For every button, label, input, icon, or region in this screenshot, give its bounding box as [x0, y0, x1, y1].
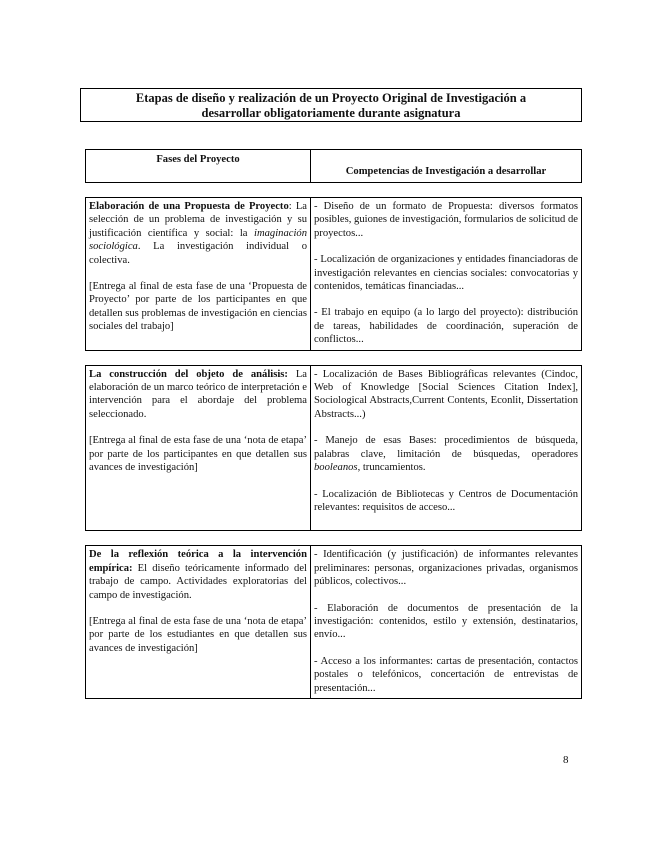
- competencies-cell: [311, 546, 582, 699]
- competency-item: - Elaboración de documentos de presentación de la investigación: contenidos, estilo y extensión, destinatarios, envío...: [314, 602, 578, 641]
- project-phases-table: [85, 149, 582, 699]
- phase-delivery-note: [Entrega al final de esta fase de una ‘nota de etapa’ por parte de los participantes en que detallen sus avances de investigación]: [89, 435, 307, 474]
- phase-description: La construcción del objeto de análisis: La elaboración de un marco teórico de interpretación e intervención para el abordaje del problema seleccionado.: [89, 368, 307, 420]
- competency-item: - Manejo de esas Bases: procedimientos de búsqueda, palabras clave, limitación de búsquedas, operadores booleanos, truncamientos.: [314, 435, 578, 474]
- page-number: 8: [563, 754, 569, 766]
- phase-cell: [86, 198, 311, 351]
- spacer-row: [86, 350, 582, 365]
- table-row: [86, 198, 582, 351]
- competency-item: - Localización de Bibliotecas y Centros de Documentación relevantes: requisitos de acceso...: [314, 488, 578, 513]
- phase-description: Elaboración de una Propuesta de Proyecto: La selección de un problema de investigación y su justificación científica y social: la imaginación sociológica. La investigación individual o colectiva.: [89, 201, 307, 266]
- phase-description: De la reflexión teórica a la intervención empírica: El diseño teóricamente informado del trabajo de campo. Actividades exploratorias del campo de investigación.: [89, 549, 307, 601]
- phase-title: La construcción del objeto de análisis:: [89, 368, 288, 380]
- table-row: [86, 365, 582, 531]
- table-row: [86, 546, 582, 699]
- phase-delivery-note: [Entrega al final de esta fase de una ‘Propuesta de Proyecto’ por parte de los participantes en que detallen sus problemas de investigación en ciencias sociales del trabajo]: [89, 281, 307, 333]
- phase-delivery-note: [Entrega al final de esta fase de una ‘nota de etapa’ por parte de los estudiantes en que detallen sus avances de investigación]: [89, 615, 307, 654]
- phase-title: De la reflexión teórica a la intervención empírica:: [89, 549, 307, 574]
- phase-cell: [86, 365, 311, 531]
- spacer-row: [86, 183, 582, 198]
- header-phases: Fases del Proyecto: [86, 150, 311, 183]
- table-header-row: [86, 150, 582, 183]
- competencies-cell: [311, 198, 582, 351]
- spacer-row: [86, 531, 582, 546]
- phase-title: Elaboración de una Propuesta de Proyecto: [89, 201, 289, 212]
- phase-cell: [86, 546, 311, 699]
- competency-item: - Localización de organizaciones y entidades financiadoras de investigación relevantes en ciencias sociales: convocatorias y contenidos, temáticas financiadas...: [314, 254, 578, 293]
- competencies-cell: [311, 365, 582, 531]
- competency-item: - Identificación (y justificación) de informantes relevantes preliminares: personas, organizaciones privadas, organismos públicos, colectivos...: [314, 549, 578, 588]
- competency-item: - Acceso a los informantes: cartas de presentación, contactos postales o telefónicos, concertación de entrevistas de presentación...: [314, 655, 578, 694]
- header-competencies: Competencias de Investigación a desarrollar: [311, 150, 582, 183]
- title-line-1: Etapas de diseño y realización de un Proyecto Original de Investigación a: [135, 91, 527, 105]
- document-title: [80, 88, 582, 122]
- competency-item: - El trabajo en equipo (a lo largo del proyecto): distribución de tareas, habilidades de coordinación, superación de conflictos...: [314, 307, 578, 346]
- competency-item: - Localización de Bases Bibliográficas relevantes (Cindoc, Web of Knowledge [Social Sciences Citation Index], Sociological Abstracts,Current Contents, Econlit, Dissertation Abstracts...): [314, 368, 578, 420]
- title-line-2: desarrollar obligatoriamente durante asignatura: [201, 106, 461, 120]
- competency-item: - Diseño de un formato de Propuesta: diversos formatos posibles, guiones de investigación, formularios de solicitud de proyectos...: [314, 201, 578, 239]
